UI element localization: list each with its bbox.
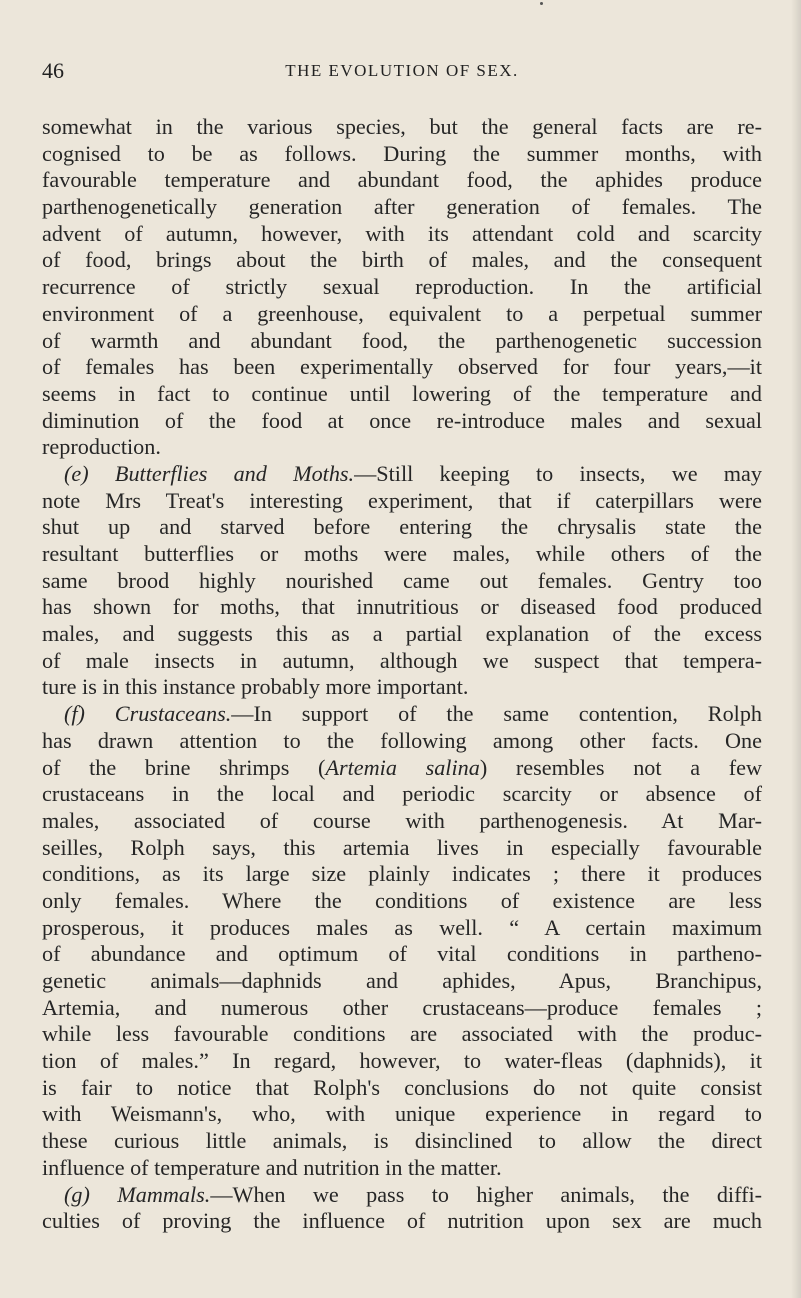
text-line: favourable temperature and abundant food, the aphides produce [42,167,762,193]
paragraph-butterflies [42,461,762,701]
text-line: males, and suggests this as a partial explanation of the excess [42,621,762,647]
text-line: seilles, Rolph says, this artemia lives in especially favourable [42,834,762,860]
text-line: genetic animals—daphnids and aphides, Apus, Branchipus, [42,968,762,993]
text-line: seems in fact to continue until lowering of the temperature and [42,380,762,406]
text-line: of females has been experimentally observed for four years,—it [42,354,762,380]
text-line: resultant butterflies or moths were males, while others of the [42,541,762,566]
text-line: these curious little animals, is disinclined to allow the direct [42,1128,762,1154]
section-heading: Crustaceans. [114,701,232,727]
species-name: Artemia salina [325,754,480,780]
body-text [42,114,762,1235]
paragraph-mammals [42,1182,762,1235]
heading-continuation: —Still keeping to insects, we may [354,460,763,486]
text-line: diminution of the food at once re-introduce males and sexual [42,407,762,433]
text-line: crustaceans in the local and periodic scarcity or absence of [42,781,762,807]
section-heading-line [42,1182,762,1209]
text-line: environment of a greenhouse, equivalent to a perpetual summer [42,300,762,326]
text-line: somewhat in the various species, but the general facts are re- [42,114,762,139]
text-line: conditions, as its large size plainly indicates ; there it produces [42,861,762,887]
text-line: note Mrs Treat's interesting experiment, that if caterpillars were [42,487,762,513]
text-line: tion of males.” In regard, however, to water-fleas (daphnids), it [42,1048,762,1074]
text-line: recurrence of strictly sexual reproduction. In the artificial [42,274,762,300]
text-line: males, associated of course with parthenogenesis. At Mar- [42,807,762,833]
text-line: cognised to be as follows. During the summer months, with [42,140,762,166]
text-line: culties of proving the influence of nutrition upon sex are much [42,1208,762,1234]
text-line: of warmth and abundant food, the parthenogenetic succession [42,327,762,353]
text-line: of food, brings about the birth of males, and the consequent [42,247,762,273]
text-line: has drawn attention to the following among other facts. One [42,727,762,753]
print-speck [540,2,543,5]
paragraph-aphides [42,114,762,461]
page-header [42,58,762,88]
section-label: (f) [64,701,85,727]
text-line: shut up and starved before entering the chrysalis state the [42,514,762,540]
text-line: influence of temperature and nutrition in the matter. [42,1154,502,1180]
text-line: ture is in this instance probably more important. [42,674,469,700]
text-line: only females. Where the conditions of existence are less [42,887,762,913]
text-line: Artemia, and numerous other crustaceans—produce females ; [42,994,762,1020]
text-line: same brood highly nourished came out females. Gentry too [42,567,762,593]
text-line: has shown for moths, that innutritious or diseased food produced [42,594,762,620]
section-heading-line [42,701,762,728]
paragraph-crustaceans [42,701,762,1181]
text-line [42,755,762,782]
text-line: prosperous, it produces males as well. “ A certain maximum [42,914,762,940]
text-line: advent of autumn, however, with its attendant cold and scarcity [42,220,762,246]
text-line: of male insects in autumn, although we suspect that tempera- [42,647,762,673]
section-label: (g) [64,1181,90,1207]
section-heading-line [42,461,762,488]
text-line: parthenogenetically generation after generation of females. The [42,194,762,220]
running-title: THE EVOLUTION OF SEX. [285,61,519,80]
page-number: 46 [42,58,64,83]
text-line: while less favourable conditions are associated with the produc- [42,1021,762,1047]
text-fragment: ) resembles not a few [479,754,762,780]
page-edge-shadow [791,0,801,1298]
section-label: (e) [64,460,89,486]
section-heading: Butterflies and Moths. [114,460,355,486]
text-line: of abundance and optimum of vital conditions in partheno- [42,941,762,967]
text-line: reproduction. [42,434,161,460]
text-fragment: of the brine shrimps ( [42,754,326,780]
heading-continuation: —When we pass to higher animals, the diffi- [210,1181,763,1207]
text-line: with Weismann's, who, with unique experience in regard to [42,1101,762,1127]
text-line: is fair to notice that Rolph's conclusions do not quite consist [42,1074,762,1100]
heading-continuation: —In support of the same contention, Rolph [231,701,763,727]
section-heading: Mammals. [117,1181,211,1207]
